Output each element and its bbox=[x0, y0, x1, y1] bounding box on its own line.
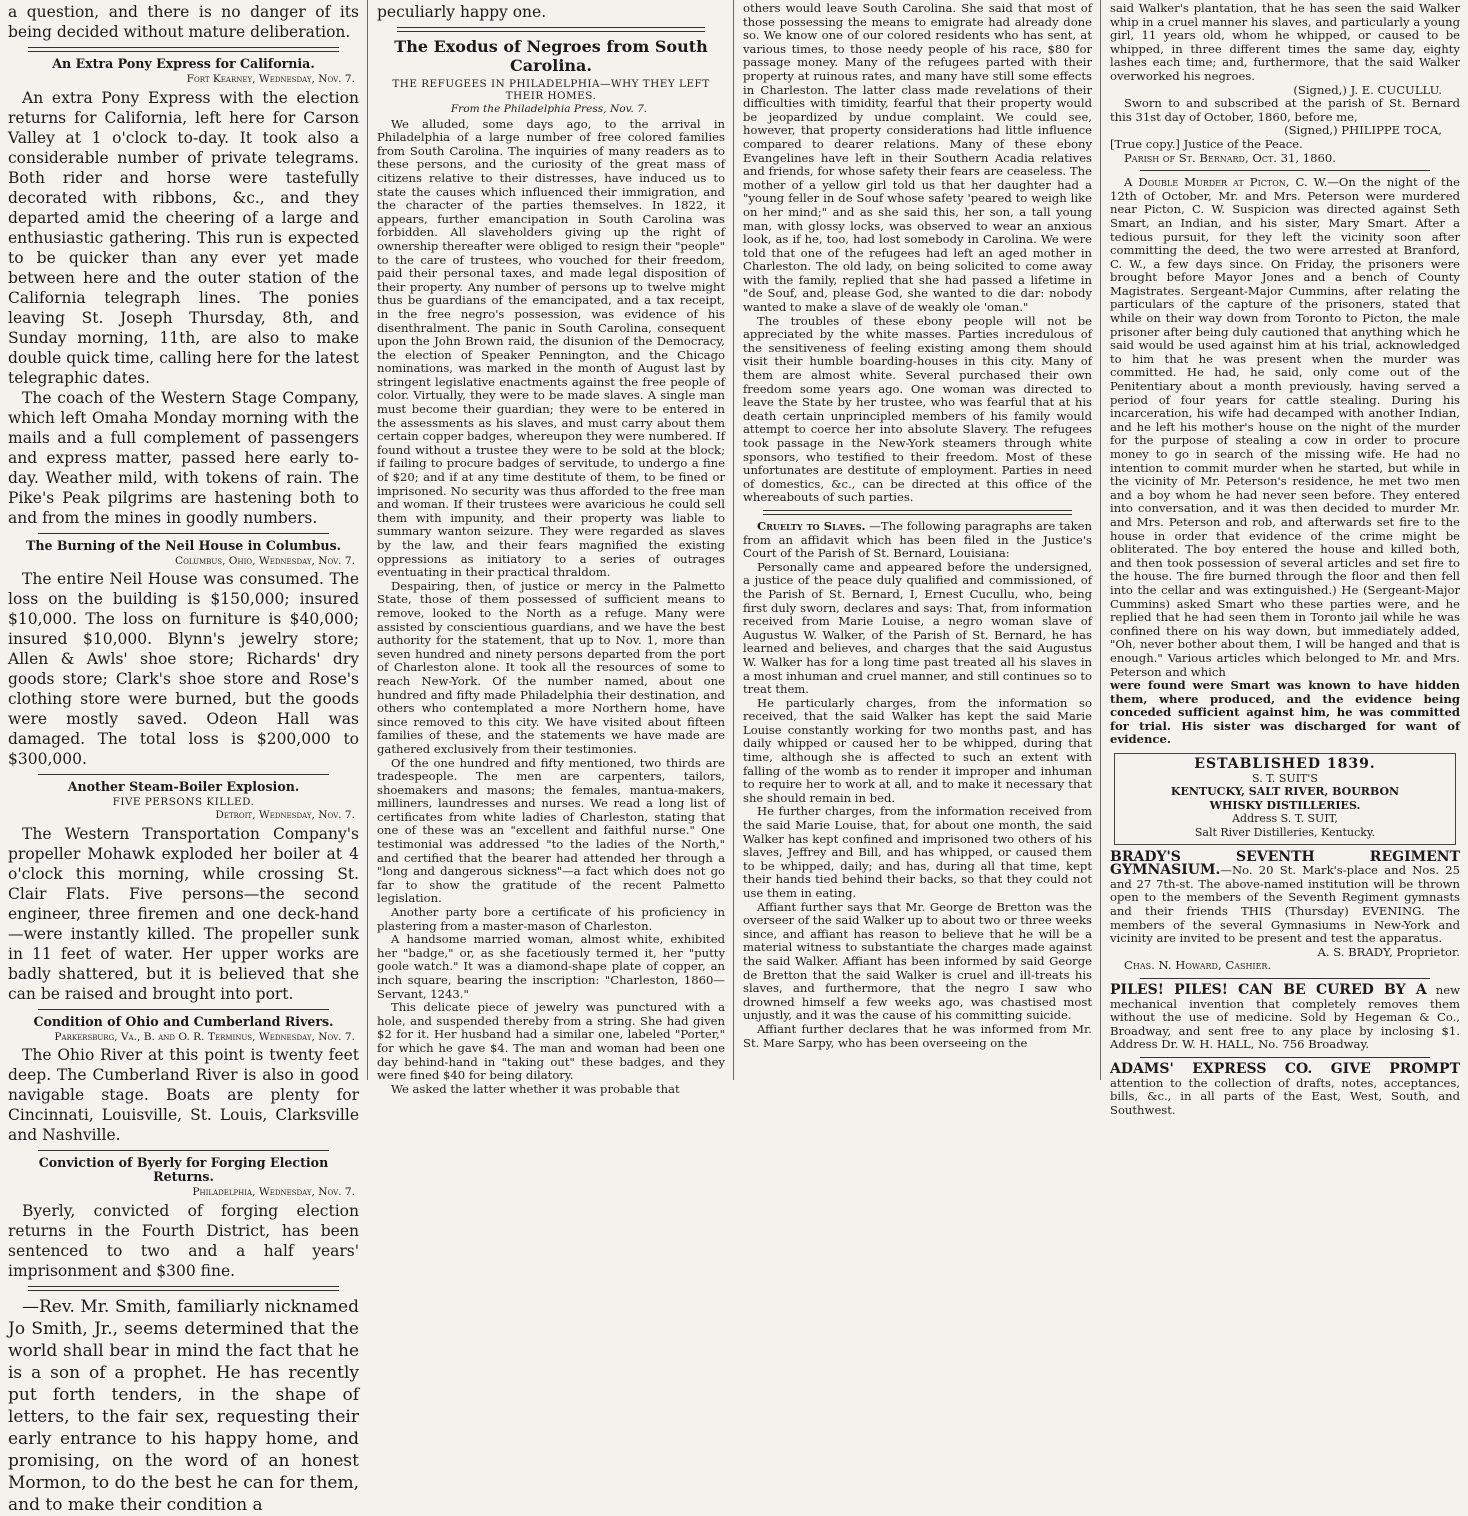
article-headline: An Extra Pony Express for California. bbox=[52, 56, 315, 71]
ad-piles-cure bbox=[1110, 981, 1461, 1052]
column-rule bbox=[1100, 0, 1101, 1080]
signature: (Signed,) PHILIPPE TOCA, bbox=[1284, 123, 1442, 138]
divider bbox=[763, 510, 1072, 515]
article-paragraph: Another party bore a certificate of his proficiency in plastering from a master-mason of Charleston. bbox=[377, 905, 725, 933]
article-headline: The Exodus of Negroes from South Carolina. bbox=[394, 37, 708, 75]
article-paragraph: We alluded, some days ago, to the arrival in Philadelphia of a large number of free colored families from South Carolina. The inquiries of many readers as to these persons, and the curiosity of the great mass of citizens relative to their distresses, have induced us to state the causes which influenced their immigration, and the character of the parties themselves. In 1822, it appears, further emancipation in South Carolina was forbidden. All slaveholders giving up the right of ownership thereafter were obliged to resign their "people" to the care of trustees, who vouched for their freedom, paid their personal taxes, and made legal disposition of their property. Any number of persons up to twelve might thus be guardians of the emancipated, and a tax receipt, in the free negro's possession, was evidence of his disenthralment. The panic in South Carolina, consequent upon the John Brown raid, the disunion of the Democracy, the election of Speaker Pennington, and the Chicago nominations, was marked in the month of August last by stringent legislative enactments against the free people of color. Virtually, they were to be made slaves. A single man must become their guardian; they were to be entered in the assessments as his slaves, and must carry about them certain copper badges, whereupon they were numbered. If found without a trustee they were to be sold at the block; if failing to procure badges of servitude, to undergo a fine of $20; and if at any time destitute of them, to be fined or imprisoned. No security was thus afforded to the free man and woman. If their trustees were avaricious he could sell them with impunity, and their property was liable to summary wanton seizure. They were regarded as slaves by the law, and their fears magnified the existing oppressions as initiatory to a series of outrages eventuating in their practical thraldom. bbox=[377, 116, 725, 580]
divider bbox=[38, 774, 329, 775]
ad-line: Salt River Distilleries, Kentucky. bbox=[1194, 826, 1376, 840]
divider bbox=[38, 1009, 329, 1010]
divider bbox=[1140, 978, 1430, 979]
column-1 bbox=[0, 0, 367, 1515]
ad-line: WHISKY DISTILLERIES. bbox=[1209, 798, 1361, 812]
parish-line: Parish of St. Bernard, Oct. 31, 1860. bbox=[1124, 150, 1336, 165]
article-paragraph: The entire Neil House was consumed. The loss on the building is $150,000; insured $10,000. The loss on furniture is $40,000; insured $10,000. Blynn's jewelry store; Allen & Awls' shoe store; Richards' dry goods store; Clark's shoe store and Rose's clothing store were burned, but the goods were mostly saved. Odeon Hall was damaged. The total loss is $200,000 to $300,000. bbox=[8, 570, 359, 769]
article-pony-express bbox=[8, 57, 359, 528]
article-paragraph: —Rev. Mr. Smith, familiarly nicknamed Jo Smith, Jr., seems determined that the world shall bear in mind the fact that he is a son of a prophet. He has recently put forth tenders, in the shape of letters, to the fair sex, requesting their early entrance to his happy home, and promising, on the word of an honest Mormon, to do the best he can for them, and to make their condition a bbox=[8, 1296, 359, 1515]
article-exodus bbox=[377, 37, 725, 1096]
article-paragraph: We asked the latter whether it was probable that bbox=[391, 1081, 680, 1096]
ad-signature: Chas. N. Howard, Cashier. bbox=[1124, 958, 1272, 973]
ad-signature: A. S. BRADY, Proprietor. bbox=[1317, 944, 1460, 959]
article-paragraph: Personally came and appeared before the undersigned, a justice of the peace duly qualified and commissioned, of the Parish of St. Bernard, I, Ernest Cucullu, who, being first duly sworn, declares and says: That, from information received from Marie Louise, a negro woman slave of Augustus W. Walker, of the Parish of St. Bernard, he has learned and believes, and charges that the said Augustus W. Walker has for a long time past treated all his slaves in a most inhuman and cruel manner, and still continues so to treat them. bbox=[743, 559, 1092, 697]
dateline: Detroit, Wednesday, Nov. 7. bbox=[215, 809, 355, 822]
column-rule bbox=[733, 0, 734, 1080]
article-paragraph: Of the one hundred and fifty mentioned, two thirds are tradespeople. The men are carpenters, tailors, shoemakers and masons; the females, mantua-makers, milliners, laundresses and nurses. We read a long list of certificates from white ladies of Charleston, stating that one of these was an "excellent and faithful nurse." One testimonial was addressed "to the ladies of the North," and certified that the bearer had attended her through a "long and dangerous sickness"—a fact which does not go far to show the gratitude of the recent Palmetto legislation. bbox=[377, 755, 725, 906]
ad-heading: ADAMS' EXPRESS CO. GIVE PROMPT bbox=[1110, 1060, 1460, 1077]
article-cruelty-continued bbox=[1110, 2, 1460, 165]
divider bbox=[397, 27, 705, 32]
article-paragraph: others would leave South Carolina. She said that most of those possessing the means to emigrate had already done so. We know one of our colored residents who has sent, at various times, to those needy people of his race, $80 for passage money. Many of the refugees parted with their property at ruinous rates, and many have still some effects in Charleston. The latter class made revelations of their difficulties with timidity, fearful that their property would be jeopardized by undue complaint. We could see, however, that property considerations had little influence compared to dearer relations. Many of these ebony Evangelines have left in their Southern Acadia relatives and friends, for whose safety their fears are ceaseless. The mother of a yellow girl told us that her daughter had a "young feller in de Souf whose safety 'peared to weigh like on her mind;" and as she said this, her son, a tall young man, with glossy locks, was observed to wear an anxious look, as if he, too, had lost somebody in Carolina. We were told that one of the refugees had left an aged mother in Charleston. The old lady, on being solicited to come away with the family, replied that she had passed a lifetime in "de Souf, and, please God, she wanted to die dar: nobody wanted to make a slave of de weakly ole 'oman." bbox=[743, 1, 1092, 315]
column-top-text: peculiarly happy one. bbox=[377, 3, 547, 21]
true-copy-line: [True copy.] Justice of the Peace. bbox=[1110, 136, 1303, 151]
ad-brady-gymnasium bbox=[1110, 848, 1460, 973]
divider bbox=[38, 533, 329, 534]
article-paragraph: The troubles of these ebony people will not be appreciated by the white masses. Parties incredulous of the sensitiveness of feeling existing among them should visit their humble boarding-houses in this city. Many of them are almost white. Several purchased their own freedom some years ago. One woman was directed to leave the State by her trustee, who was fearful that at his death certain unprincipled members of his family would attempt to coerce her into absolute Slavery. The refugees took passage in the New-York steamers through white sponsors, who testified to their freedom. Most of these unfortunates are destitute of employment. Parties in need of domestics, &c., can be directed at this office of the whereabouts of such parties. bbox=[743, 313, 1092, 505]
article-headline: Condition of Ohio and Cumberland Rivers. bbox=[33, 1013, 334, 1029]
ad-adams-express bbox=[1110, 1060, 1460, 1117]
article-paragraph: —On the night of the 12th of October, Mr. and Mrs. Peterson were murdered near Picton, C. W. Suspicion was directed against Seth Smart, an Indian, and his sister, Mary Smart. After a tedious pursuit, for they left the vicinity soon after committing the deed, the two were arrested at Branford, C. W., a few days since. On Friday, the prisoners were brought before Mayor Jones and a bench of County Magistrates. Sergeant-Major Cummins, after relating the particulars of the capture of the prisoners, stated that while on their way down from Toronto to Picton, the male prisoner after being duly cautioned that anything which he said would be used against him at his trial, acknowledged to him that he was present when the murder was committed. He had, he said, only come out of the Penitentiary about a month previously, having served a period of four years for cattle stealing. During his incarceration, his wife had decamped with another Indian, and he left his mother's house on the night of the murder for the purpose of stealing a cow in order to procure money to go in search of the missing wife. He had no intention to commit murder when he started, but while in the vicinity of Mr. Peterson's residence, he met two men and a boy whom he had never seen before. They entered into conversation, and it was then decided to murder Mr. and Mrs. Peterson and rob, and afterwards set fire to the house in order that evidence of the crime might be obliterated. The boy entered the house and killed both, and then took possession of several articles and set fire to the house. The fire burned through the floor and then fell into the cellar and was extinguished.) He (Sergeant-Major Cummins) asked Smart who these parties were, and he replied that he had seen them in Toronto jail while he was confined there on his way down, but immediately added, "Oh, never bother about them, I will be hanged and that is enough." Various articles which belonged to Mr. and Mrs. Peterson and which bbox=[1110, 175, 1460, 679]
article-paragraph: This delicate piece of jewelry was punctured with a hole, and suspended thereby from a string. She had given $2 for it. Her husband had a similar one, labeled "Porter," for which he gave $4. The man and woman had been one day behind-hand in "taking out" these badges, and they were fined $40 for being dilatory. bbox=[377, 1000, 725, 1083]
divider bbox=[28, 1286, 339, 1291]
article-subheadline: FIVE PERSONS KILLED. bbox=[112, 796, 255, 809]
article-paragraph: were found were Smart was known to have hidden them, where produced, and the evidence being conceded sufficient against him, he was committed for trial. His sister was discharged for want of evidence. bbox=[1110, 678, 1460, 747]
article-neil-house bbox=[8, 539, 359, 770]
ad-body: new mechanical invention that completely removes them without the use of medicine. Sold by Hegeman & Co., Broadway, and sent free to any place by inclosing $1. Address Dr. W. H. HALL, No. 756 Broadway. bbox=[1110, 982, 1461, 1052]
divider bbox=[28, 47, 339, 52]
ad-line: S. T. SUIT'S bbox=[1252, 771, 1318, 785]
ad-body: attention to the collection of drafts, notes, acceptances, bills, &c., in all parts of the East, West, South, and Southwest. bbox=[1110, 1075, 1460, 1117]
article-headline: Cruelty to Slaves. bbox=[757, 518, 866, 533]
article-paragraph: The coach of the Western Stage Company, which left Omaha Monday morning with the mails and a full complement of passengers and express matter, passed here early to-day. Weather mild, with tokens of rain. The Pike's Peak pilgrims are hastening both to and from the mines in goodly numbers. bbox=[8, 388, 359, 527]
article-paragraph: Affiant further says that Mr. George de Bretton was the overseer of the said Walker up to about two or three weeks since, and affiant has reason to believe that he will be a material witness to substantiate the charges made against the said Walker. Affiant has been informed by said George de Bretton that the said Walker is cruel and ill-treats his slaves, and furthermore, that the negro I saw who drowned himself a few weeks ago, was chastised most unjustly, and it was the cause of his committing suicide. bbox=[743, 899, 1092, 1023]
ad-salt-river-whisky bbox=[1114, 753, 1456, 845]
ad-line: KENTUCKY, SALT RIVER, BOURBON bbox=[1170, 785, 1400, 799]
column-3 bbox=[735, 0, 1100, 1080]
article-paragraph: An extra Pony Express with the election returns for California, left here for Carson Valley at 1 o'clock to-day. It took also a considerable number of private telegrams. Both rider and horse were tastefully decorated with ribbons, &c., and they departed amid the cheering of a large and enthusiastic gathering. This run is expected to be quicker than any ever yet made between here and the outer station of the California telegraph lines. The ponies leaving St. Joseph Thursday, 8th, and Sunday morning, 11th, are also to make double quick time, calling here for the latest telegraphic dates. bbox=[8, 88, 359, 387]
column-4 bbox=[1102, 0, 1468, 1117]
signature: (Signed,) J. E. CUCULLU. bbox=[1293, 82, 1442, 97]
article-jo-smith bbox=[8, 1296, 359, 1516]
article-paragraph: Sworn to and subscribed at the parish of St. Bernard this 31st day of October, 1860, before me, bbox=[1110, 96, 1460, 124]
article-subheadline: THE REFUGEES IN PHILADELPHIA—WHY THEY LEFT THEIR HOMES. bbox=[392, 78, 710, 102]
article-paragraph: Byerly, convicted of forging election returns in the Fourth District, has been sentenced to two and a half years' imprisonment and $300 fine. bbox=[8, 1201, 359, 1280]
article-headline: Another Steam-Boiler Explosion. bbox=[67, 779, 300, 795]
article-headline: Conviction of Byerly for Forging Election Returns. bbox=[38, 1155, 329, 1185]
article-double-murder bbox=[1110, 176, 1460, 747]
article-paragraph: A handsome married woman, almost white, exhibited her "badge," or, as she facetiously termed it, her "putty goole watch." It was a diamond-shape plate of copper, an inch square, bearing the inscription: "Charleston, 1860—Servant, 1243." bbox=[377, 932, 725, 1001]
article-paragraph: The Western Transportation Company's propeller Mohawk exploded her boiler at 4 o'clock this morning, while crossing St. Clair Flats. Five persons—the second engineer, three firemen and one deck-hand—were instantly killed. The propeller sunk in 11 feet of water. Her upper works are badly shattered, but it is believed that she can be raised and brought into port. bbox=[8, 824, 359, 1003]
dateline: Parkersburg, Va., B. and O. R. Terminus, Wednesday, Nov. 7. bbox=[54, 1030, 355, 1043]
divider bbox=[1140, 170, 1430, 171]
article-cruelty-to-slaves bbox=[743, 520, 1092, 1050]
article-headline: A Double Murder at Picton, C. W. bbox=[1124, 175, 1328, 190]
article-paragraph: He further charges, from the information received from the said Marie Louise, that, for about one month, the said Walker has kept confined and imprisoned two others of his slaves, Jeffrey and Bill, and has whipped, or caused them to be whipped, daily; and has, during all that time, kept their hands tied behind their backs, so that they could not use them in eating. bbox=[743, 804, 1092, 900]
ad-line: ESTABLISHED 1839. bbox=[1194, 756, 1376, 773]
ad-line: Address S. T. SUIT, bbox=[1232, 812, 1338, 826]
ad-heading: PILES! PILES! CAN BE CURED BY A bbox=[1110, 981, 1427, 998]
article-intro: —The following paragraphs are taken from an affidavit which has been filed in the Justice's Court of the Parish of St. Bernard, Louisiana: bbox=[743, 518, 1092, 561]
article-paragraph: said Walker's plantation, that he has seen the said Walker whip in a cruel manner his slaves, and particularly a young girl, 11 years old, whom he whipped, or caused to be whipped, in three different times the same day, eighty lashes each time; and, furthermore, that the said Walker overworked his negroes. bbox=[1110, 1, 1460, 83]
article-paragraph: Affiant further declares that he was informed from Mr. St. Mare Sarpy, who has been overseeing on the bbox=[743, 1021, 1092, 1050]
dateline: Fort Kearney, Wednesday, Nov. 7. bbox=[186, 73, 355, 85]
article-exodus-continued bbox=[743, 2, 1092, 505]
ad-body: —No. 20 St. Mark's-place and Nos. 25 and 27 7th-st. The above-named institution will be thrown open to the members of the Seventh Regiment gymnasts and their friends THIS (Thursday) EVENING. The members of the several Gymnasiums in New-York and vicinity are invited to be present and test the apparatus. bbox=[1110, 863, 1460, 946]
column-2 bbox=[369, 0, 733, 1096]
column-top-text: a question, and there is no danger of its being decided without mature deliberation. bbox=[8, 3, 359, 41]
dateline: Philadelphia, Wednesday, Nov. 7. bbox=[192, 1186, 355, 1199]
article-rivers bbox=[8, 1015, 359, 1146]
article-headline: The Burning of the Neil House in Columbus. bbox=[25, 537, 342, 553]
article-boiler-explosion bbox=[8, 780, 359, 1004]
article-paragraph: Despairing, then, of justice or mercy in the Palmetto State, those of them possessed of sufficient means to remove, looked to the North as a refuge. Many were assisted by conscientious guardians, and we have the best authority for the statement, that up to Nov. 1, more than seven hundred and ninety persons departed from the port of Charleston alone. It took all the resources of some to reach New-York. Of the number named, about one hundred and fifty made Philadelphia their destination, and others who contemplated a more Northern home, have since removed to this city. We have visited about fifteen families of these, and the statements we have made are gathered exclusively from their testimonies. bbox=[377, 578, 725, 756]
dateline: Columbus, Ohio, Wednesday, Nov. 7. bbox=[175, 554, 355, 567]
divider bbox=[38, 1150, 329, 1151]
article-paragraph: The Ohio River at this point is twenty feet deep. The Cumberland River is also in good navigable stage. Boats are plenty for Cincinnati, Louisville, St. Louis, Clarksville and Nashville. bbox=[8, 1046, 359, 1145]
article-paragraph: He particularly charges, from the information so received, that the said Walker has kept the said Marie Louise constantly working for two months past, and has daily whipped or caused her to be whipped, during that time, although she is affected to such an extent with falling of the womb as to render it improper and inhuman to require her to work at all, and to make it necessary that she should remain in bed. bbox=[743, 695, 1092, 805]
ad-heading: BRADY'S SEVENTH REGIMENT GYMNASIUM. bbox=[1110, 848, 1460, 879]
article-source: From the Philadelphia Press, Nov. 7. bbox=[450, 103, 648, 115]
article-byerly bbox=[8, 1156, 359, 1281]
divider bbox=[1140, 1057, 1430, 1058]
column-rule bbox=[367, 0, 368, 1080]
